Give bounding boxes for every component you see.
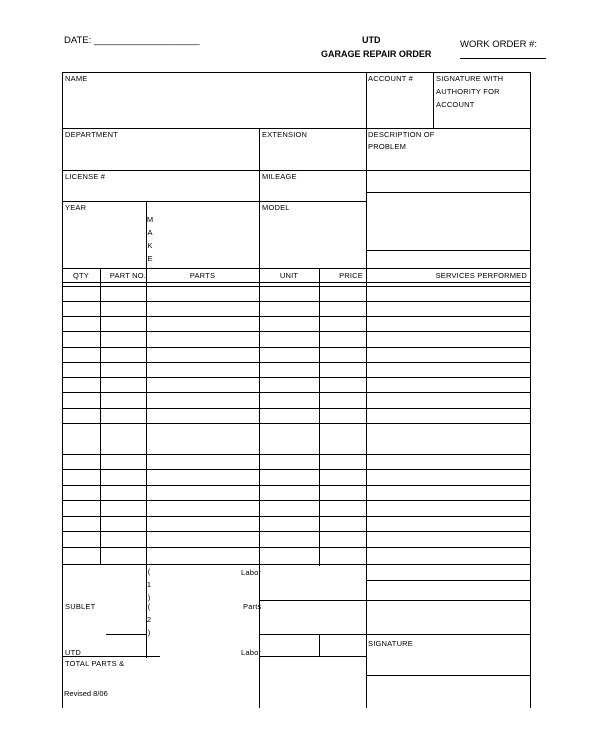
- table-cell[interactable]: [147, 424, 259, 454]
- table-rule: [259, 634, 531, 635]
- table-cell[interactable]: [147, 393, 259, 408]
- table-cell[interactable]: [63, 501, 100, 516]
- signature-authority-line-3: ACCOUNT: [436, 100, 475, 109]
- table-cell[interactable]: [260, 486, 319, 500]
- table-cell[interactable]: [63, 455, 100, 469]
- make-letter: A: [147, 228, 153, 237]
- sublet-label: SUBLET: [65, 602, 96, 611]
- table-rule: [366, 600, 531, 601]
- table-cell[interactable]: [320, 317, 366, 331]
- table-cell[interactable]: [367, 348, 530, 362]
- table-cell[interactable]: [320, 517, 366, 531]
- make-letter: M: [146, 215, 154, 224]
- account-label: ACCOUNT #: [368, 74, 414, 83]
- table-cell[interactable]: [63, 332, 100, 347]
- table-cell[interactable]: [260, 317, 319, 331]
- table-cell[interactable]: [101, 363, 146, 377]
- table-cell[interactable]: [260, 302, 319, 316]
- table-cell[interactable]: [320, 532, 366, 547]
- table-cell[interactable]: [101, 393, 146, 408]
- table-cell[interactable]: [320, 363, 366, 377]
- table-cell[interactable]: [320, 470, 366, 485]
- mileage-label: MILEAGE: [262, 172, 297, 181]
- table-cell[interactable]: [63, 486, 100, 500]
- table-cell[interactable]: [147, 455, 259, 469]
- table-cell[interactable]: [101, 424, 146, 454]
- model-label: MODEL: [262, 203, 290, 212]
- table-cell[interactable]: [260, 363, 319, 377]
- table-rule: [366, 580, 531, 581]
- table-cell[interactable]: [367, 302, 530, 316]
- org-name: UTD: [362, 35, 381, 45]
- table-cell[interactable]: [101, 332, 146, 347]
- table-cell[interactable]: [320, 501, 366, 516]
- frame-right: [530, 72, 531, 708]
- department-field[interactable]: [63, 142, 258, 169]
- revision-note: Revised 8/06: [64, 689, 108, 698]
- table-cell[interactable]: [63, 348, 100, 362]
- paren-marker: (: [147, 567, 151, 576]
- table-cell[interactable]: [101, 302, 146, 316]
- table-cell[interactable]: [147, 363, 259, 377]
- work-order-label: WORK ORDER #:: [460, 39, 538, 50]
- table-cell[interactable]: [367, 455, 530, 469]
- table-cell[interactable]: [260, 455, 319, 469]
- table-cell[interactable]: [147, 378, 259, 392]
- total-parts-label: TOTAL PARTS &: [65, 659, 125, 668]
- table-cell[interactable]: [101, 532, 146, 547]
- table-cell[interactable]: [367, 517, 530, 531]
- year-label: YEAR: [65, 203, 87, 212]
- signature-authority-line-2: AUTHORITY FOR: [436, 87, 500, 96]
- table-cell[interactable]: [63, 393, 100, 408]
- description-line-1: DESCRIPTION OF: [368, 130, 435, 139]
- license-field[interactable]: [63, 184, 258, 200]
- signature-label: SIGNATURE: [368, 639, 413, 648]
- labor-label-2: Labor: [241, 648, 262, 657]
- table-cell[interactable]: [320, 348, 366, 362]
- account-field[interactable]: [367, 86, 432, 127]
- paren-marker: 1: [146, 580, 152, 589]
- table-cell[interactable]: [367, 378, 530, 392]
- table-cell[interactable]: [320, 548, 366, 564]
- signature-authority-field[interactable]: [434, 112, 529, 127]
- table-cell[interactable]: [63, 548, 100, 564]
- description-line-2: PROBLEM: [368, 142, 407, 151]
- table-rule: [62, 282, 531, 283]
- col-header-part-no: PART NO.: [109, 271, 147, 280]
- table-cell[interactable]: [260, 517, 319, 531]
- col-header-qty: QTY: [72, 271, 90, 280]
- mileage-field[interactable]: [260, 184, 365, 200]
- table-cell[interactable]: [367, 409, 530, 423]
- table-cell[interactable]: [320, 486, 366, 500]
- table-cell[interactable]: [367, 470, 530, 485]
- table-cell[interactable]: [367, 501, 530, 516]
- table-cell[interactable]: [147, 409, 259, 423]
- table-rule: [62, 286, 531, 287]
- table-cell[interactable]: [367, 317, 530, 331]
- table-cell[interactable]: [147, 348, 259, 362]
- table-cell[interactable]: [63, 409, 100, 423]
- table-cell[interactable]: [101, 486, 146, 500]
- table-cell[interactable]: [63, 378, 100, 392]
- table-cell[interactable]: [101, 548, 146, 564]
- paren-marker: ): [147, 628, 151, 637]
- table-cell[interactable]: [101, 501, 146, 516]
- table-cell[interactable]: [101, 348, 146, 362]
- table-cell[interactable]: [63, 302, 100, 316]
- parts-total-label: Parts: [243, 602, 262, 611]
- name-label: NAME: [65, 74, 88, 83]
- department-label: DEPARTMENT: [65, 130, 118, 139]
- table-cell[interactable]: [320, 378, 366, 392]
- table-cell[interactable]: [101, 470, 146, 485]
- paren-marker: ): [147, 593, 151, 602]
- table-cell[interactable]: [147, 486, 259, 500]
- col-header-price: PRICE: [339, 271, 363, 280]
- make-field[interactable]: [156, 202, 258, 267]
- table-cell[interactable]: [367, 548, 530, 564]
- table-cell[interactable]: [320, 393, 366, 408]
- table-cell[interactable]: [320, 455, 366, 469]
- work-order-line: [460, 58, 546, 59]
- table-cell[interactable]: [260, 409, 319, 423]
- table-cell[interactable]: [63, 363, 100, 377]
- paren-marker: (: [147, 602, 151, 611]
- table-cell[interactable]: [320, 409, 366, 423]
- table-cell[interactable]: [367, 363, 530, 377]
- problem-description-field[interactable]: [367, 171, 529, 267]
- table-cell[interactable]: [260, 332, 319, 347]
- col-header-unit: UNIT: [279, 271, 299, 280]
- table-cell[interactable]: [147, 302, 259, 316]
- make-letter: K: [147, 241, 153, 250]
- table-cell[interactable]: [101, 317, 146, 331]
- table-cell[interactable]: [63, 424, 100, 454]
- table-cell[interactable]: [63, 517, 100, 531]
- table-cell[interactable]: [147, 501, 259, 516]
- form-title: GARAGE REPAIR ORDER: [321, 49, 432, 59]
- table-cell[interactable]: [260, 424, 319, 454]
- table-cell[interactable]: [101, 455, 146, 469]
- model-field[interactable]: [260, 215, 365, 267]
- table-cell[interactable]: [63, 532, 100, 547]
- table-cell[interactable]: [147, 517, 259, 531]
- table-cell[interactable]: [260, 501, 319, 516]
- table-rule: [319, 634, 320, 656]
- signature-authority-line-1: SIGNATURE WITH: [436, 74, 504, 83]
- table-cell[interactable]: [320, 332, 366, 347]
- table-cell[interactable]: [260, 548, 319, 564]
- table-cell[interactable]: [147, 470, 259, 485]
- table-cell[interactable]: [260, 348, 319, 362]
- table-cell[interactable]: [260, 393, 319, 408]
- table-cell[interactable]: [147, 548, 259, 564]
- table-cell[interactable]: [367, 424, 530, 454]
- col-header-parts: PARTS: [189, 271, 216, 280]
- table-cell[interactable]: [63, 317, 100, 331]
- make-letter: E: [147, 254, 153, 263]
- table-cell[interactable]: [101, 409, 146, 423]
- table-cell[interactable]: [101, 378, 146, 392]
- table-cell[interactable]: [260, 532, 319, 547]
- labor-label: Labor: [241, 568, 262, 577]
- table-cell[interactable]: [320, 424, 366, 454]
- table-cell[interactable]: [260, 470, 319, 485]
- table-rule: [62, 564, 531, 565]
- license-label: LICENSE #: [65, 172, 106, 181]
- paren-marker: 2: [146, 615, 152, 624]
- table-cell[interactable]: [63, 470, 100, 485]
- name-field[interactable]: [63, 86, 365, 127]
- date-label: DATE: ____________________: [64, 35, 200, 46]
- table-cell[interactable]: [260, 378, 319, 392]
- table-cell[interactable]: [147, 532, 259, 547]
- table-rule: [106, 634, 147, 635]
- year-field[interactable]: [63, 215, 145, 267]
- table-rule: [259, 656, 367, 657]
- extension-label: EXTENSION: [262, 130, 308, 139]
- table-cell[interactable]: [367, 393, 530, 408]
- table-rule: [259, 600, 367, 601]
- table-cell[interactable]: [367, 532, 530, 547]
- table-cell[interactable]: [367, 486, 530, 500]
- table-cell[interactable]: [147, 317, 259, 331]
- table-cell[interactable]: [320, 302, 366, 316]
- table-rule: [366, 675, 531, 676]
- utd-label: UTD: [65, 648, 82, 657]
- extension-field[interactable]: [260, 142, 365, 169]
- table-cell[interactable]: [101, 517, 146, 531]
- col-header-services: SERVICES PERFORMED: [435, 271, 527, 280]
- table-cell[interactable]: [367, 332, 530, 347]
- table-cell[interactable]: [147, 332, 259, 347]
